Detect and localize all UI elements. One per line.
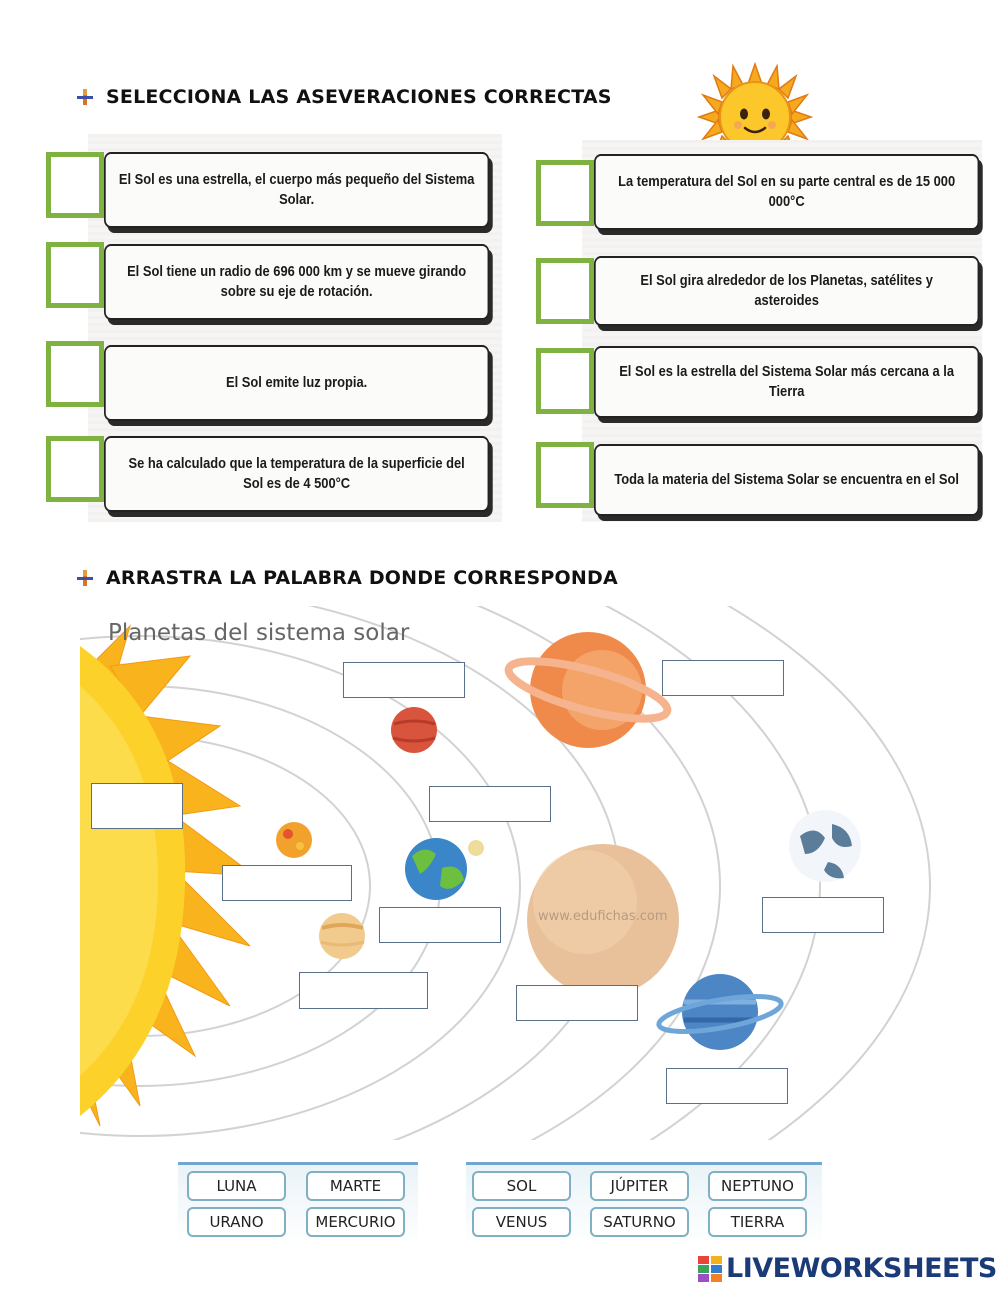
liveworksheets-blocks-icon	[698, 1256, 722, 1282]
statement-right-1	[594, 154, 979, 230]
statement-right-2	[594, 256, 979, 326]
drop-box-earth[interactable]	[379, 907, 501, 943]
mars-planet	[391, 707, 437, 753]
liveworksheets-logo	[698, 1253, 997, 1284]
word-chip-jupiter[interactable]: JÚPITER	[590, 1171, 689, 1201]
word-chip-luna[interactable]: LUNA	[187, 1171, 286, 1201]
drop-box-moon[interactable]	[429, 786, 551, 822]
word-chip-tierra[interactable]: TIERRA	[708, 1207, 807, 1237]
statement-text: El Sol gira alrededor de los Planetas, satélites y asteroides	[640, 272, 933, 309]
uranus-planet	[789, 810, 861, 882]
word-chip-urano[interactable]: URANO	[187, 1207, 286, 1237]
checkbox-left-3[interactable]	[46, 341, 104, 407]
statement-text: El Sol emite luz propia.	[226, 374, 368, 391]
drop-box-sun[interactable]	[91, 783, 183, 829]
statement-left-4	[104, 436, 489, 512]
statement-text: Se ha calculado que la temperatura de la superficie del Sol es de 4 500°C	[128, 455, 465, 492]
word-chip-marte[interactable]: MARTE	[306, 1171, 405, 1201]
checkbox-left-1[interactable]	[46, 152, 104, 218]
checkbox-right-4[interactable]	[536, 442, 594, 508]
drop-box-mars[interactable]	[343, 662, 465, 698]
drop-box-mercury[interactable]	[222, 865, 352, 901]
word-chip-neptuno[interactable]: NEPTUNO	[708, 1171, 807, 1201]
drop-box-uranus[interactable]	[762, 897, 884, 933]
liveworksheets-logo-text: LIVEWORKSHEETS	[726, 1253, 997, 1284]
drop-box-jupiter[interactable]	[516, 985, 638, 1021]
drop-box-venus[interactable]	[299, 972, 428, 1009]
checkbox-right-2[interactable]	[536, 258, 594, 324]
drop-box-saturn[interactable]	[662, 660, 784, 696]
venus-planet	[319, 913, 365, 959]
statement-text: El Sol tiene un radio de 696 000 km y se mueve girando sobre su eje de rotación.	[127, 263, 467, 300]
section-title-text: SELECCIONA LAS ASEVERACIONES CORRECTAS	[106, 86, 612, 108]
checkbox-left-2[interactable]	[46, 242, 104, 308]
solar-system-diagram	[80, 606, 980, 1140]
solar-system-illustration	[80, 606, 980, 1140]
word-chip-saturno[interactable]: SATURNO	[590, 1207, 689, 1237]
statement-right-3	[594, 346, 979, 418]
statement-text: El Sol es la estrella del Sistema Solar más cercana a la Tierra	[619, 363, 955, 400]
statement-left-3	[104, 345, 489, 421]
word-chip-mercurio[interactable]: MERCURIO	[306, 1207, 405, 1237]
statement-text: El Sol es una estrella, el cuerpo más pequeño del Sistema Solar.	[118, 171, 475, 208]
word-chip-venus[interactable]: VENUS	[472, 1207, 571, 1237]
bullet-cross-icon	[76, 569, 94, 587]
drop-box-neptune[interactable]	[666, 1068, 788, 1104]
checkbox-right-1[interactable]	[536, 160, 594, 226]
word-chip-sol[interactable]: SOL	[472, 1171, 571, 1201]
checkbox-left-4[interactable]	[46, 436, 104, 502]
bullet-cross-icon	[76, 88, 94, 106]
statement-right-4	[594, 444, 979, 516]
diagram-watermark: www.edufichas.com	[538, 909, 668, 924]
section-title-text: ARRASTRA LA PALABRA DONDE CORRESPONDA	[106, 567, 618, 589]
diagram-title: Planetas del sistema solar	[108, 620, 410, 646]
section-title-select	[76, 86, 612, 108]
section-title-drag	[76, 567, 618, 589]
statement-text: La temperatura del Sol en su parte central es de 15 000 000°C	[618, 173, 956, 210]
statement-left-1	[104, 152, 489, 228]
mercury-planet	[276, 822, 312, 858]
statement-left-2	[104, 244, 489, 320]
statement-text: Toda la materia del Sistema Solar se encuentra en el Sol	[614, 471, 959, 488]
checkbox-right-3[interactable]	[536, 348, 594, 414]
